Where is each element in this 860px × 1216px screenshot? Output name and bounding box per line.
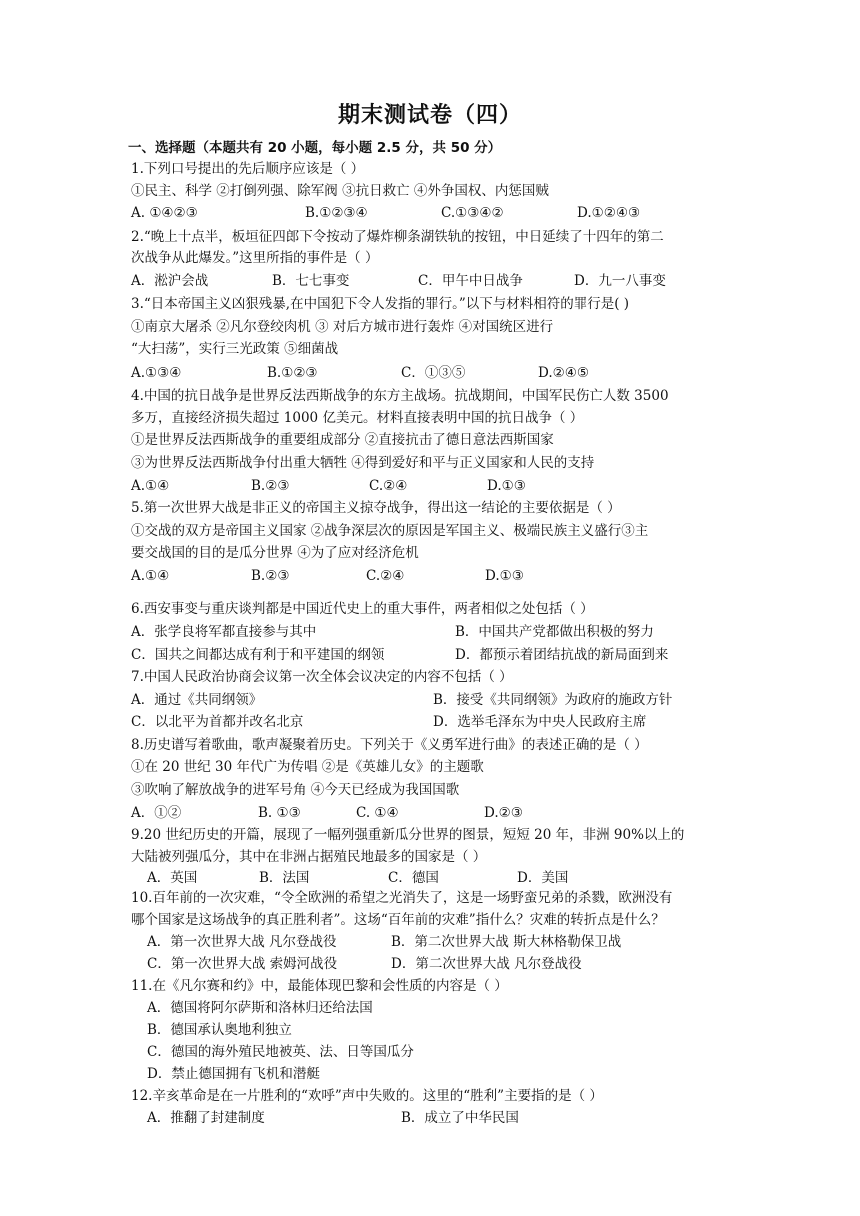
- question-8-option-a: A．①②: [131, 805, 182, 821]
- question-8-items-line-2: ③吹响了解放战争的进军号角 ④今天已经成为我国国歌: [131, 782, 460, 798]
- question-9-option-d: D．美国: [517, 870, 569, 886]
- question-8-option-b: B. ①③: [258, 805, 301, 821]
- question-2-option-c: C．甲午中日战争: [418, 273, 523, 289]
- question-11-option-b: B．德国承认奥地利独立: [147, 1022, 292, 1038]
- question-5-option-c: C.②④: [366, 568, 405, 584]
- page-title: 期末测试卷（四）: [337, 103, 522, 128]
- question-3-stem: 3.“日本帝国主义凶狠残暴,在中国犯下令人发指的罪行。”以下与材料相符的罪行是( ): [131, 296, 630, 312]
- question-1-items: ①民主、科学 ②打倒列强、除军阀 ③抗日救亡 ④外争国权、内惩国贼: [131, 183, 549, 199]
- question-10-option-a: A．第一次世界大战 凡尔登战役: [147, 934, 337, 950]
- question-7-option-d: D．选举毛泽东为中央人民政府主席: [433, 714, 647, 730]
- question-5-items-line-2: 要交战国的目的是瓜分世界 ④为了应对经济危机: [131, 545, 419, 561]
- question-7-stem: 7.中国人民政治协商会议第一次全体会议决定的内容不包括（ ）: [131, 669, 513, 685]
- question-10-option-d: D．第二次世界大战 凡尔登战役: [391, 956, 582, 972]
- question-9-stem-line-2: 大陆被列强瓜分，其中在非洲占据殖民地最多的国家是（ ）: [131, 849, 487, 865]
- question-11-stem: 11.在《凡尔赛和约》中，最能体现巴黎和会性质的内容是（ ）: [131, 978, 508, 994]
- question-1-option-b: B.①②③④: [305, 205, 368, 221]
- question-10-option-b: B．第二次世界大战 斯大林格勒保卫战: [391, 934, 622, 950]
- question-8-stem: 8.历史谱写着歌曲，歌声凝聚着历史。下列关于《义勇军进行曲》的表述正确的是（ ）: [131, 737, 648, 753]
- question-12-stem: 12.辛亥革命是在一片胜利的“欢呼”声中失败的。这里的“胜利”主要指的是（ ）: [131, 1088, 603, 1104]
- question-8-items-line-1: ①在 20 世纪 30 年代广为传唱 ②是《英雄儿女》的主题歌: [131, 759, 484, 775]
- question-5-items-line-1: ①交战的双方是帝国主义国家 ②战争深层次的原因是军国主义、极端民族主义盛行③主: [131, 523, 649, 539]
- question-12-option-b: B．成立了中华民国: [401, 1110, 519, 1126]
- question-4-stem-line-2: 多万，直接经济损失超过 1000 亿美元。材料直接表明中国的抗日战争（ ）: [131, 410, 584, 426]
- question-2-option-b: B．七七事变: [272, 273, 350, 289]
- question-4-option-d: D.①③: [487, 478, 526, 494]
- question-4-option-a: A.①④: [131, 478, 170, 494]
- question-4-option-b: B.②③: [251, 478, 290, 494]
- question-2-option-d: D．九一八事变: [574, 273, 666, 289]
- question-4-items-line-1: ①是世界反法西斯战争的重要组成部分 ②直接抗击了德日意法西斯国家: [131, 432, 554, 448]
- question-7-option-b: B．接受《共同纲领》为政府的施政方针: [433, 692, 673, 708]
- question-5-stem: 5.第一次世界大战是非正义的帝国主义掠夺战争，得出这一结论的主要依据是（ ）: [131, 500, 621, 516]
- question-8-option-c: C. ①④: [356, 805, 399, 821]
- question-9-option-b: B．法国: [259, 870, 310, 886]
- question-7-option-a: A．通过《共同纲领》: [131, 692, 263, 708]
- question-11-option-c: C．德国的海外殖民地被英、法、日等国瓜分: [147, 1044, 414, 1060]
- question-4-stem-line-1: 4.中国的抗日战争是世界反法西斯战争的东方主战场。抗战期间，中国军民伤亡人数 3500: [131, 388, 669, 404]
- question-11-option-d: D．禁止德国拥有飞机和潜艇: [147, 1066, 320, 1082]
- section-heading: 一、选择题（本题共有 20 小题，每小题 2.5 分，共 50 分）: [128, 140, 502, 156]
- question-1-option-d: D.①②④③: [577, 205, 641, 221]
- question-9-option-a: A．英国: [147, 870, 198, 886]
- question-2-stem-line-2: 次战争从此爆发。”这里所指的事件是（ ）: [131, 250, 379, 266]
- question-6-option-a: A．张学良将军都直接参与其中: [131, 624, 317, 640]
- question-6-option-c: C．国共之间都达成有利于和平建国的纲领: [131, 647, 385, 663]
- question-1-option-a: A. ①④②③: [131, 205, 198, 221]
- question-4-option-c: C.②④: [369, 478, 408, 494]
- question-9-option-c: C．德国: [388, 870, 439, 886]
- question-3-option-d: D.②④⑤: [538, 365, 589, 381]
- question-3-items-line-2: “大扫荡”，实行三光政策 ⑤细菌战: [131, 341, 339, 357]
- question-1-stem: 1.下列口号提出的先后顺序应该是（ ）: [131, 161, 365, 177]
- question-11-option-a: A．德国将阿尔萨斯和洛林归还给法国: [147, 1000, 373, 1016]
- question-5-option-a: A.①④: [131, 568, 170, 584]
- question-9-stem-line-1: 9.20 世纪历史的开篇，展现了一幅列强重新瓜分世界的图景，短短 20 年，非洲 90%以上的: [131, 827, 685, 843]
- question-6-option-d: D．都预示着团结抗战的新局面到来: [455, 647, 669, 663]
- question-4-items-line-2: ③为世界反法西斯战争付出重大牺牲 ④得到爱好和平与正义国家和人民的支持: [131, 455, 595, 471]
- question-3-option-c: C．①③⑤: [401, 365, 466, 381]
- question-6-stem: 6.西安事变与重庆谈判都是中国近代史上的重大事件，两者相似之处包括（ ）: [131, 601, 594, 617]
- question-6-option-b: B．中国共产党都做出积极的努力: [455, 624, 654, 640]
- question-10-option-c: C．第一次世界大战 索姆河战役: [147, 956, 338, 972]
- question-3-option-a: A.①③④: [131, 365, 182, 381]
- question-5-option-b: B.②③: [251, 568, 290, 584]
- question-12-option-a: A．推翻了封建制度: [147, 1110, 265, 1126]
- question-2-option-a: A．淞沪会战: [131, 273, 209, 289]
- question-1-option-c: C.①③④②: [441, 205, 504, 221]
- question-2-stem-line-1: 2.“晚上十点半，板垣征四郎下令按动了爆炸柳条湖铁轨的按钮，中日延续了十四年的第二: [131, 229, 664, 245]
- question-5-option-d: D.①③: [485, 568, 524, 584]
- question-10-stem-line-2: 哪个国家是这场战争的真正胜利者”。这场“百年前的灾难”指什么？灾难的转折点是什么？: [131, 912, 665, 928]
- question-10-stem-line-1: 10.百年前的一次灾难，“令全欧洲的希望之光消失了，这是一场野蛮兄弟的杀戮，欧洲没有: [131, 890, 673, 906]
- question-7-option-c: C．以北平为首都并改名北京: [131, 714, 304, 730]
- question-8-option-d: D.②③: [484, 805, 523, 821]
- question-3-items-line-1: ①南京大屠杀 ②凡尔登绞肉机 ③ 对后方城市进行轰炸 ④对国统区进行: [131, 319, 554, 335]
- question-3-option-b: B.①②③: [267, 365, 318, 381]
